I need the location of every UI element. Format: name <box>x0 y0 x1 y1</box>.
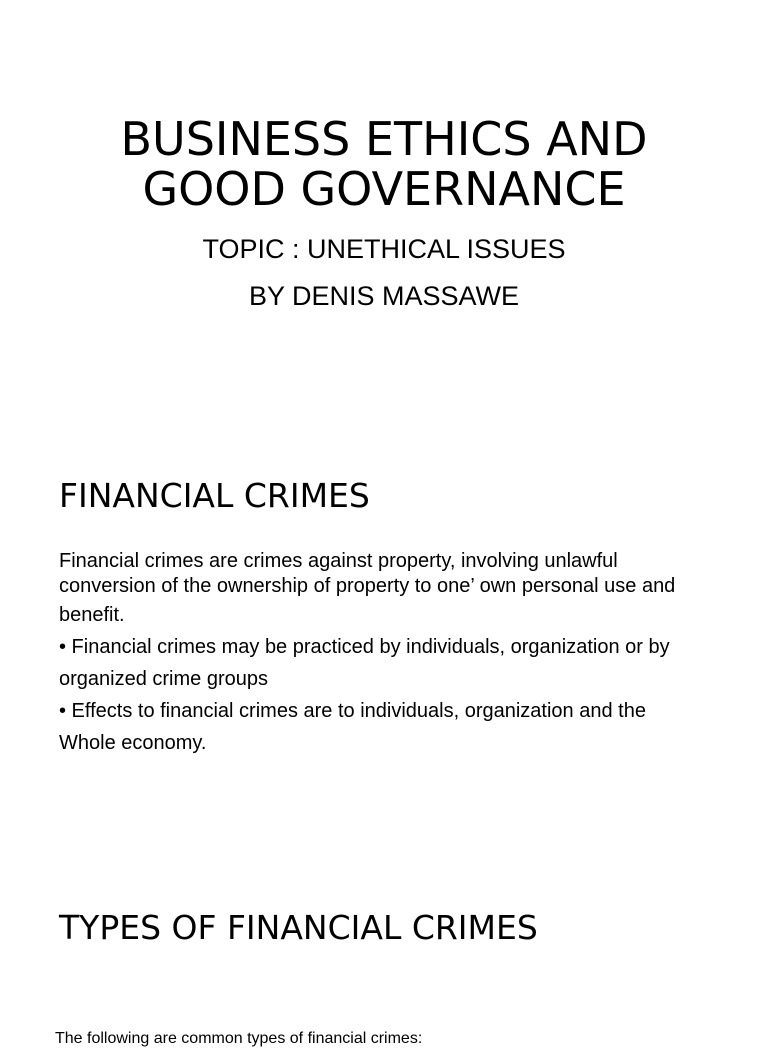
bullet-2-line-2: Whole economy. <box>59 732 207 754</box>
presentation-title <box>0 114 768 214</box>
financial-crimes-heading: FINANCIAL CRIMES <box>59 476 370 515</box>
intro-paragraph <box>59 549 719 631</box>
author-subtitle: BY DENIS MASSAWE <box>248 281 520 311</box>
bullet-2-line-1: • Effects to financial crimes are to individuals, organization and the <box>59 700 646 722</box>
intro-line-2: conversion of the ownership of property to one’ own personal use and <box>59 575 676 597</box>
title-line-1: BUSINESS ETHICS AND <box>120 112 648 166</box>
intro-line-3: benefit. <box>59 604 125 626</box>
financial-crimes-body <box>59 549 719 759</box>
title-slide <box>0 0 768 432</box>
types-intro-text: The following are common types of financial crimes: <box>55 1030 423 1047</box>
bullet-item <box>59 695 719 759</box>
bullet-1-line-2: organized crime groups <box>59 668 268 690</box>
intro-line-1: Financial crimes are crimes against property, involving unlawful <box>59 550 618 572</box>
topic-subtitle: TOPIC : UNETHICAL ISSUES <box>202 234 566 264</box>
bullet-item <box>59 631 719 695</box>
bullet-1-line-1: • Financial crimes may be practiced by individuals, organization or by <box>59 636 670 658</box>
title-line-2: GOOD GOVERNANCE <box>142 162 626 216</box>
types-heading: TYPES OF FINANCIAL CRIMES <box>59 908 538 947</box>
